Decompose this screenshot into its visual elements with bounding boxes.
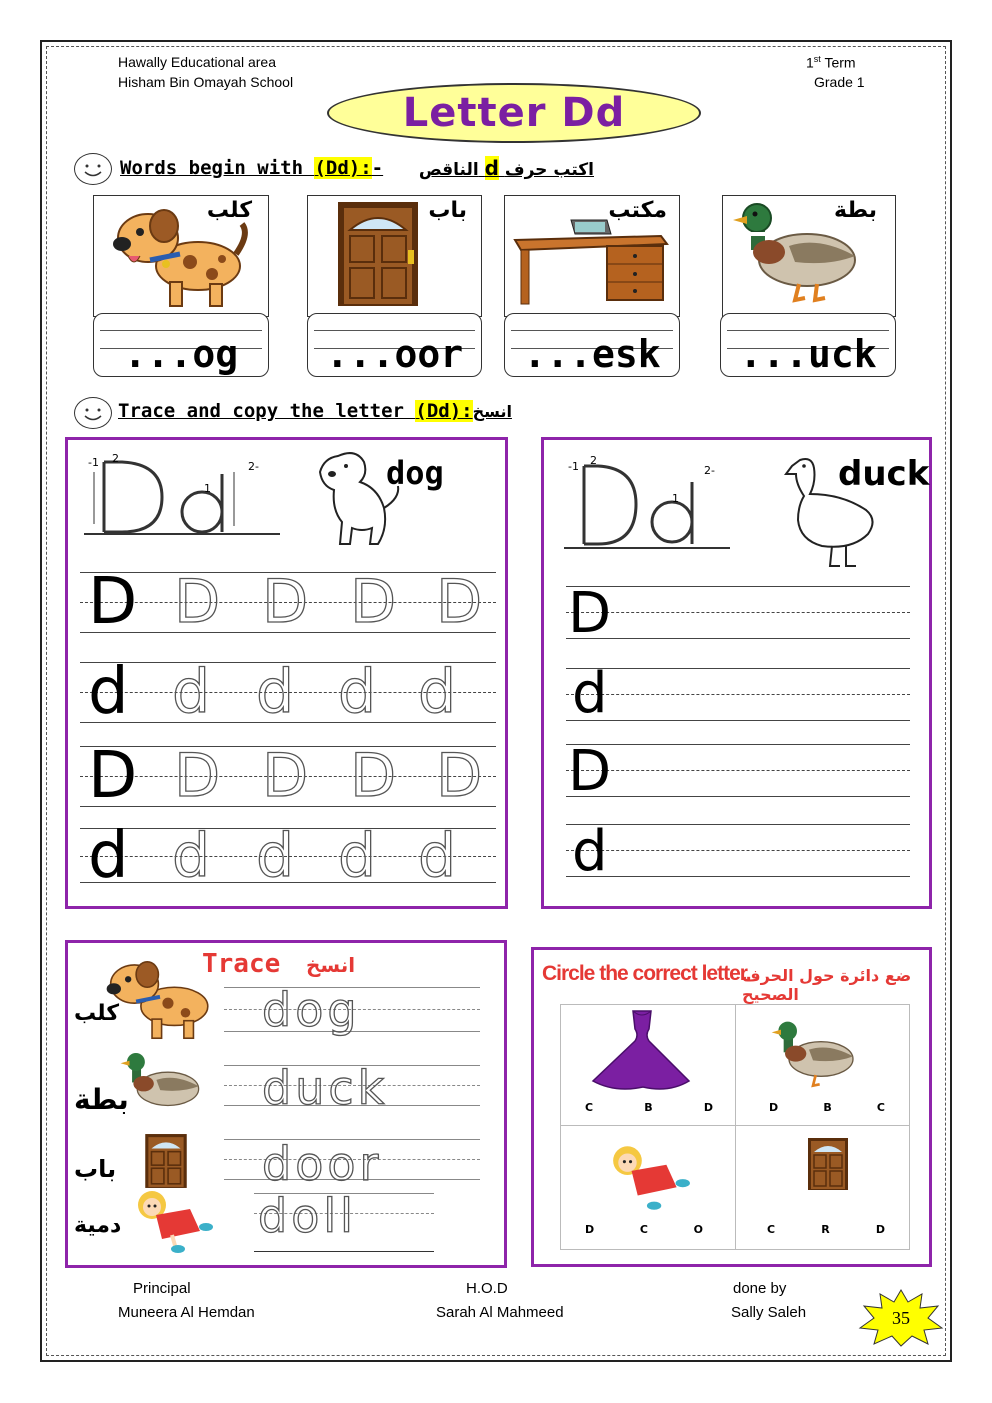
circle-letter-box [531,947,932,1267]
svg-text:2-: 2- [704,464,715,477]
title-banner [327,83,701,143]
svg-text:1: 1 [672,492,679,505]
svg-text:2-: 2- [248,460,259,473]
section-words-arabic: اكتب حرف d الناقص [418,156,594,180]
letter-choices [585,1101,713,1114]
letter-choice[interactable]: D [703,1101,713,1114]
smiley-icon [74,153,112,185]
hod-name: Sarah Al Mahmeed [436,1304,564,1321]
grade-label: Grade 1 [814,74,865,90]
section-trace-title: Trace and copy the letter (Dd):انسخ [118,400,512,422]
smiley-icon [74,397,112,429]
trace-box-dog: -1 2 2- 1 dog D D D D D d d d d d D D D D D d d d d d [65,437,508,909]
letter-choice[interactable]: D [585,1223,595,1236]
word-card-duck: بطة [722,195,896,317]
letter-model-Dd [84,452,284,542]
word-blank-door[interactable]: ...oor [307,313,482,377]
svg-text:-1: -1 [88,456,99,469]
trace-words-box: Trace انسخ كلب dog بطة duck باب door دمية doll [65,940,507,1268]
letter-choice[interactable]: R [821,1223,830,1236]
school-label: Hisham Bin Omayah School [118,74,294,90]
svg-text:1: 1 [204,482,211,495]
letter-choices [767,1223,885,1236]
letter-choices [585,1223,703,1236]
dress-icon [589,1009,695,1091]
circle-grid [560,1004,910,1250]
letter-choice[interactable]: D [769,1101,779,1114]
principal-name: Muneera Al Hemdan [118,1304,255,1321]
principal-label: Principal [133,1280,191,1297]
word-dog: dog [386,454,444,492]
trace-title-arabic: انسخ [306,953,356,977]
door-icon [142,1133,190,1189]
hod-label: H.O.D [466,1280,508,1297]
area-label: Hawally Educational area [118,54,276,70]
dog-icon [110,204,250,312]
doneby-label: done by [733,1280,787,1297]
letter-choices [769,1101,885,1114]
svg-text:-1: -1 [568,460,579,473]
letter-choice[interactable]: B [823,1101,832,1114]
page-number: 35 [892,1308,910,1328]
word-card-dog: كلب [93,195,269,317]
trace-title: Trace [202,949,281,979]
section-words-title: Words begin with (Dd):- [120,157,384,179]
door-icon [336,200,420,308]
letter-choice[interactable]: B [644,1101,653,1114]
letter-choice[interactable]: O [693,1223,703,1236]
word-card-door: باب [307,195,482,317]
word-blank-desk[interactable]: ...esk [504,313,680,377]
letter-choice[interactable]: C [767,1223,776,1236]
duck-icon [118,1049,214,1121]
doll-icon [607,1141,693,1211]
svg-text:2: 2 [590,454,597,467]
doneby-name: Sally Saleh [731,1304,807,1321]
word-card-desk: مكتب [504,195,680,317]
page-number-badge [858,1288,944,1348]
word-duck: duck [838,454,930,494]
letter-choice[interactable]: D [875,1223,885,1236]
letter-choice[interactable]: C [639,1223,648,1236]
desk-icon [511,218,671,308]
circle-title: Circle the correct letter. [542,962,751,985]
letter-model-Dd [564,452,734,552]
duck-icon [769,1019,869,1091]
word-blank-duck[interactable]: ...uck [720,313,896,377]
svg-text:2: 2 [112,452,119,465]
page-title: Letter Dd [402,90,626,136]
door-icon [807,1137,849,1191]
circle-title-arabic: ضع دائرة حول الحرف الصحيح [742,966,912,1004]
letter-choice[interactable]: C [876,1101,885,1114]
dog-icon [104,957,216,1043]
duck-icon [729,200,879,308]
term-label: 1st Term [806,54,856,71]
letter-choice[interactable]: C [585,1101,594,1114]
word-blank-dog[interactable]: ...og [93,313,269,377]
trace-box-duck: -1 2 2- 1 duck D d D d [541,437,932,909]
doll-icon [132,1187,216,1253]
